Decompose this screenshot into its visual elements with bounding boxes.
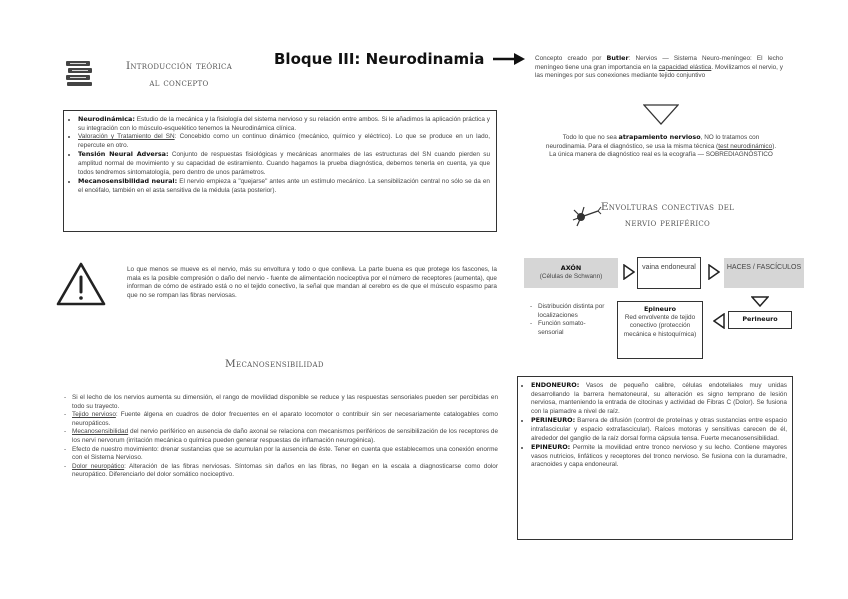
- perineuro-box: [728, 311, 792, 329]
- vaina-label: vaina endoneural: [642, 264, 696, 271]
- diagnosis-link: test neurodinámico: [718, 142, 773, 150]
- functions-list: [528, 303, 610, 337]
- definition-item: [78, 177, 490, 195]
- mecano-term: Mecanosensibilidad: [72, 428, 129, 436]
- definition-text: Conjunto de respuestas fisiológicas y mecánicas anormales de las estructuras del SN cuando pierden su amplitud normal de movimiento y su capacidad de estiramiento. Cuando hagamos la prueba diagnóstica, debemos tenerla en cuenta, ya que todos tendremos sintomatología, pero dentro de unos parámetros.: [78, 151, 491, 176]
- definition-item: [78, 133, 490, 150]
- chevron-down-icon: [751, 294, 769, 312]
- axon-title: AXÓN: [560, 264, 582, 272]
- definitions-box: [63, 110, 497, 232]
- books-icon: [64, 58, 94, 88]
- warning-text: Lo que menos se mueve es el nervio, más su envoltura y todo o que conlleva. La parte buena es que protege los fascones, la mala es la posible compresión o daño del nervio - fuente de alimentación nociceptiva por el número de receptores (aumenta), que informan de cómo de estirado está o no el tejido conectivo, la señal que mandan al cerebro es de que el músculo espasmo para que no se rompan las fibras nerviosas.: [127, 266, 497, 299]
- down-arrow-icon: [643, 104, 679, 131]
- diagnosis-text-a: Todo lo que no sea: [562, 134, 619, 141]
- axon-subtitle: (Células de Schwann): [539, 272, 603, 280]
- mecano-text: Efecto de nuestro movimiento: drenar sustancias que se acumulan por la ausencia de éste. Tener en cuenta que establecemos una conexión enorme con el Sistema Nervioso.: [72, 445, 498, 462]
- layer-item: [531, 381, 787, 416]
- mecano-text: Si el lecho de los nervios aumenta su dimensión, el rango de movilidad disponible se reduce y las respuestas sensoriales pueden ser percibidas en todo su trayecto.: [72, 394, 498, 410]
- layers-box: [517, 376, 793, 540]
- vaina-box: [637, 257, 701, 289]
- axon-box: [524, 258, 618, 288]
- epineuro-title: Epineuro: [643, 305, 677, 313]
- mecano-item: [72, 428, 498, 445]
- perineuro-label: Perineuro: [742, 315, 778, 323]
- mecano-item: [72, 411, 498, 428]
- chevron-right-icon: [623, 264, 635, 285]
- concept-link: capacidad elástica: [658, 63, 712, 71]
- mecano-item: [72, 446, 498, 463]
- layer-item: [531, 416, 787, 443]
- diagnosis-text: [545, 133, 777, 160]
- definition-term: Tensión Neural Adversa:: [78, 150, 169, 159]
- mecano-text: del nervio periférico en ausencia de daño axonal se relaciona con mecanismos periféricos de sensibilización de los receptores de los nervi nervorum (irritación mecánica o química pueden generar respuestas de inflamación neurogénica).: [72, 428, 498, 444]
- layer-text: Barrera de difusión (control de proteínas y otras sustancias entre espacio intrafascicular y espacio extrafascicular). Raíces motoras y sensitivas carecen de él, alrededor del ganglio de la raíz dorsal forma cápsula tensa. Fuerte mecanosensibilidad.: [531, 417, 787, 442]
- function-item: - Función somato-sensorial: [538, 320, 610, 337]
- mecano-item: [72, 394, 498, 411]
- mecano-term: Dolor neuropático: [72, 462, 125, 470]
- diagnosis-text-c: ). La única manera de diagnóstico real es la ecografía — SOBREDIAGNÓSTICO: [549, 142, 777, 159]
- layer-text: Vasos de pequeño calibre, células endoteliales muy unidas desarrollando la barrera hematoneural, su alteración es signo temprano de lesión nerviosa, manteniendo la entrada de citocinas y actividad de Fibras C (Dolor). Se fusiona con la piamadre a nivel de raíz.: [531, 382, 787, 415]
- function-item: - Distribución distinta por localizaciones: [538, 303, 610, 320]
- definition-term: Valoración y Tratamiento del SN: [78, 133, 175, 141]
- layer-item: [531, 443, 787, 470]
- diagnosis-text-b: , NO lo tratamos con neurodinamia. Para el diagnóstico, se usa la misma técnica (: [545, 134, 760, 150]
- chevron-right-icon: [708, 264, 720, 285]
- envolturas-heading: Envolturas conectivas del nervio periférico: [600, 201, 735, 229]
- definition-text: : Concebido como un continuo dinámico (mecánico, químico y eléctrico). Lo que se produce en un lado, repercute en otro.: [78, 133, 490, 149]
- haces-label: HACES / FASCÍCULOS: [726, 264, 802, 271]
- concept-text-c: . Movilizamos el nervio, y las meninges por sus conexiones mediante tejido conjuntivo: [535, 63, 783, 80]
- chevron-left-icon: [713, 313, 725, 334]
- definition-item: [78, 150, 490, 177]
- definition-item: [78, 115, 490, 133]
- mecano-term: Tejido nervioso: [72, 411, 116, 419]
- right-arrow-icon: [492, 52, 526, 71]
- layer-term: PERINEURO:: [531, 416, 576, 425]
- mecano-item: [72, 463, 498, 480]
- layer-term: ENDONEURO:: [531, 381, 580, 389]
- mecano-heading: Mecanosensibilidad: [225, 358, 324, 370]
- epineuro-subtitle: Red envolvente de tejido conectivo (protección mecánica e histoquímica): [623, 313, 697, 338]
- main-title: Bloque III: Neurodinamia: [274, 50, 485, 68]
- mecano-text: : Fuente álgena en cuadros de dolor frecuentes en el aparato locomotor o contribuir sin ser necesariamente catalogables como neuropáticos.: [72, 411, 498, 427]
- definition-text: Estudio de la mecánica y la fisiología del sistema nervioso y su relación entre ambos. Si le añadimos la aplicación práctica y su integración con lo músculo-esquelético tenemos la Neurodinámica clínica.: [78, 116, 490, 132]
- layer-term: EPINEURO:: [531, 443, 571, 452]
- layer-text: Permite la movilidad entre tronco nervioso y su lecho. Contiene mayores vasos nutricios, linfáticos y receptores del tronco nervioso. Se fusiona con la duramadre, aracnoides y capa endoneural.: [531, 444, 787, 469]
- concept-text: [535, 54, 783, 81]
- concept-text-a: Concepto creado por: [535, 55, 607, 62]
- epineuro-box: [617, 301, 703, 359]
- definition-term: Mecanosensibilidad neural:: [78, 177, 178, 186]
- mecano-list: [62, 394, 498, 480]
- neuron-icon: [572, 202, 602, 233]
- concept-text-b: : Nervios — Sistema Neuro-meníngeo: El lecho meníngeo tiene una gran importancia en la: [535, 55, 783, 71]
- diagnosis-term: atrapamiento nervioso: [618, 133, 701, 141]
- intro-heading: Introducción teórica al concepto: [125, 60, 233, 89]
- definition-term: Neurodinámica:: [78, 115, 135, 123]
- haces-box: [724, 258, 804, 288]
- warning-icon: [56, 262, 106, 311]
- concept-author: Butler: [606, 54, 629, 62]
- mecano-text: : Alteración de las fibras nerviosas. Síntomas sin daños en las fibras, no llegan en la escala a diagnosticarse como dolor neuropático. Diferenciarlo del dolor somático nociceptivo.: [72, 462, 498, 479]
- definition-text: El nervio empieza a "quejarse" antes ante un estímulo mecánico. La sensibilización central no sólo se da en el encéfalo, también en el asta sensitiva de la médula (asta posterior).: [78, 178, 490, 194]
